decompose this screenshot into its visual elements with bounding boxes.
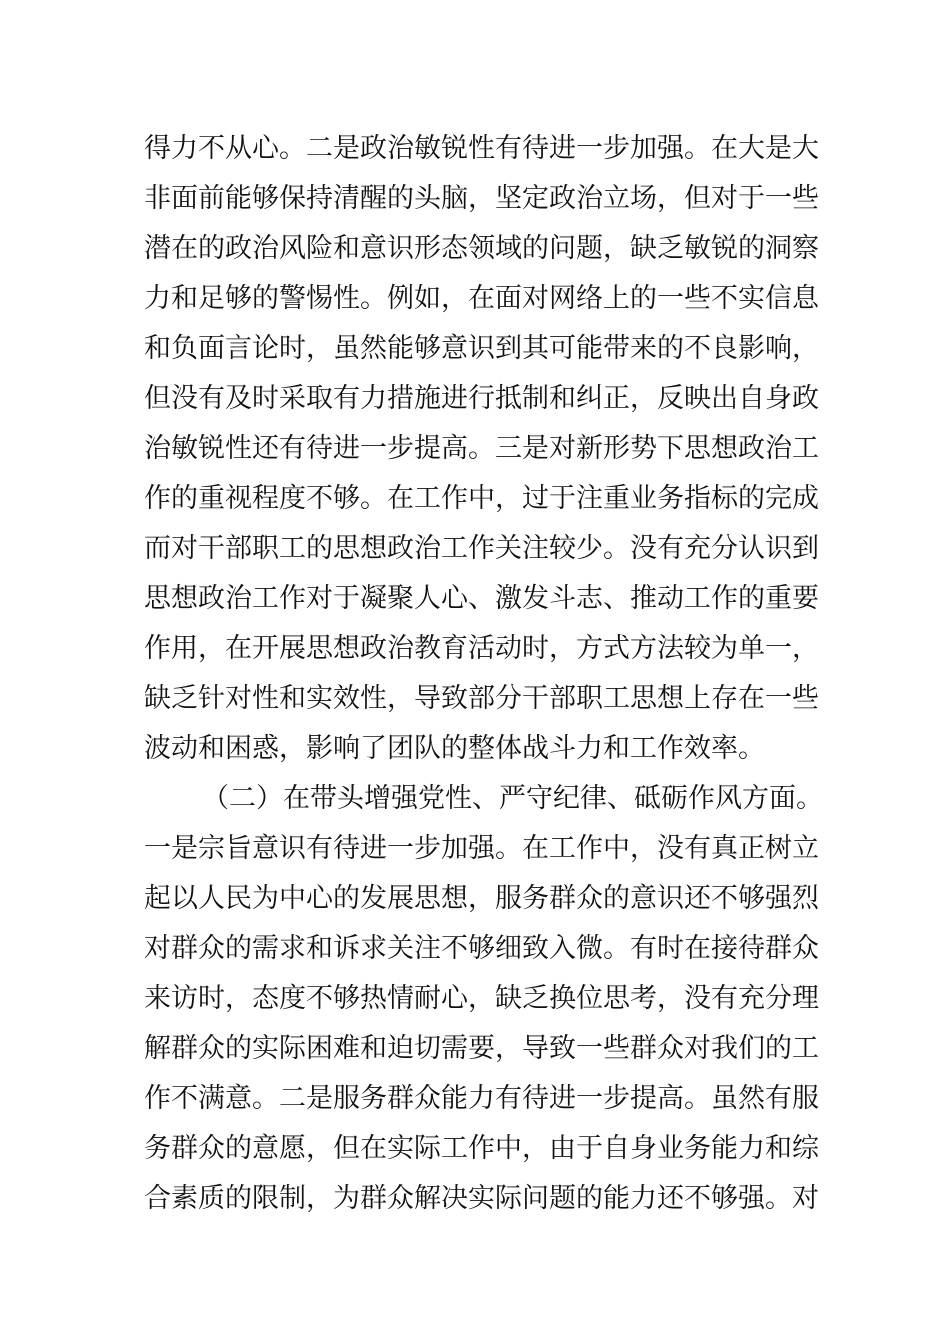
text-line: 和负面言论时，虽然能够意识到其可能带来的不良影响， [144, 333, 819, 364]
text-line: 来访时，态度不够热情耐心，缺乏换位思考，没有充分理 [144, 983, 819, 1014]
text-line: 得力不从心。二是政治敏锐性有待进一步加强。在大是大 [144, 133, 819, 164]
section-heading: （二）在带头增强党性、严守纪律、砥砺作风方面。 [202, 783, 823, 814]
text-line: 解群众的实际困难和迫切需要，导致一些群众对我们的工 [144, 1033, 819, 1064]
text-line: 一是宗旨意识有待进一步加强。在工作中，没有真正树立 [144, 833, 819, 864]
text-line: 对群众的需求和诉求关注不够细致入微。有时在接待群众 [144, 933, 819, 964]
text-line: 治敏锐性还有待进一步提高。三是对新形势下思想政治工 [144, 433, 819, 464]
text-line: 而对干部职工的思想政治工作关注较少。没有充分认识到 [144, 533, 819, 564]
text-line: 作的重视程度不够。在工作中，过于注重业务指标的完成 [144, 483, 819, 514]
text-line: 但没有及时采取有力措施进行抵制和纠正，反映出自身政 [144, 383, 819, 414]
text-line: 合素质的限制，为群众解决实际问题的能力还不够强。对 [144, 1183, 819, 1214]
text-line: 务群众的意愿，但在实际工作中，由于自身业务能力和综 [144, 1133, 819, 1164]
text-line: 非面前能够保持清醒的头脑，坚定政治立场，但对于一些 [144, 183, 819, 214]
text-line: 缺乏针对性和实效性，导致部分干部职工思想上存在一些 [144, 683, 819, 714]
text-line: 力和足够的警惕性。例如，在面对网络上的一些不实信息 [144, 283, 819, 314]
text-line: 潜在的政治风险和意识形态领域的问题，缺乏敏锐的洞察 [144, 233, 819, 264]
text-line: 思想政治工作对于凝聚人心、激发斗志、推动工作的重要 [144, 583, 819, 614]
document-body [144, 124, 823, 1224]
text-line: 波动和困惑，影响了团队的整体战斗力和工作效率。 [144, 733, 765, 764]
text-line: 起以人民为中心的发展思想，服务群众的意识还不够强烈 [144, 883, 819, 914]
text-line: 作不满意。二是服务群众能力有待进一步提高。虽然有服 [144, 1083, 819, 1114]
text-line: 作用，在开展思想政治教育活动时，方式方法较为单一， [144, 633, 819, 664]
